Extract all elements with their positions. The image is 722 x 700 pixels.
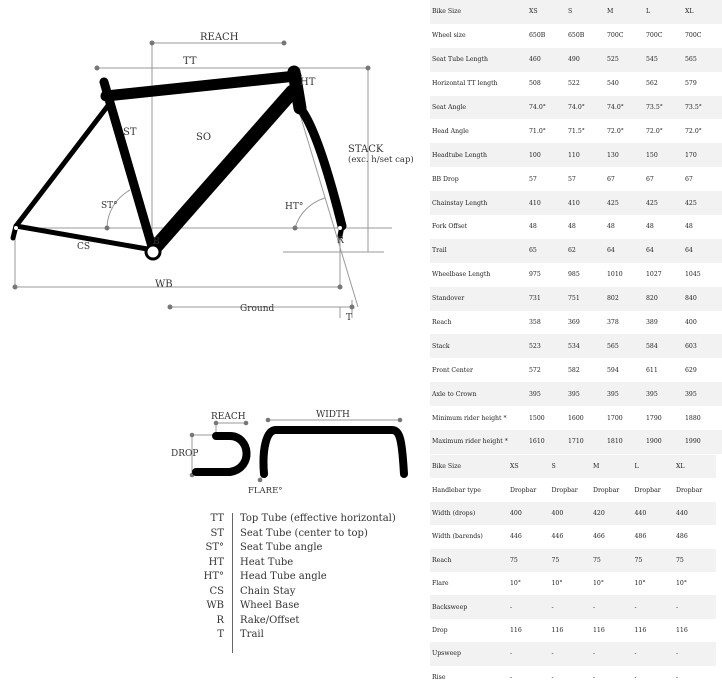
cell-value: 650B bbox=[529, 32, 546, 40]
cell-value: - bbox=[551, 673, 554, 681]
label-tt: TT bbox=[183, 56, 197, 67]
cell-value: 75 bbox=[508, 549, 550, 572]
legend-desc: Top Tube (effective horizontal) bbox=[240, 513, 396, 524]
cell-value: 130 bbox=[605, 143, 644, 167]
row-label: Width (barends) bbox=[432, 533, 483, 541]
label-rake: R bbox=[337, 236, 344, 246]
cell-value: 440 bbox=[633, 502, 675, 525]
seat-tube bbox=[104, 82, 153, 250]
cell-value: XS bbox=[527, 0, 566, 24]
row-label: Stack bbox=[430, 334, 527, 358]
geometry-row bbox=[430, 406, 722, 430]
cell-value: 100 bbox=[527, 143, 566, 167]
row-label: Bike Size bbox=[430, 0, 527, 24]
cell-value: 64 bbox=[683, 239, 722, 263]
cell-value: 1790 bbox=[646, 414, 662, 422]
cell-value: 62 bbox=[566, 239, 605, 263]
row-label: Headtube Length bbox=[430, 143, 527, 167]
cell-value: 67 bbox=[646, 175, 654, 183]
cell-value: Dropbar bbox=[676, 486, 703, 494]
cell-value: M bbox=[605, 0, 644, 24]
row-label: BB Drop bbox=[432, 175, 459, 183]
cell-value: 534 bbox=[566, 334, 605, 358]
cell-value: L bbox=[644, 0, 683, 24]
cell-value: 48 bbox=[646, 223, 654, 231]
legend-abbr: ST° bbox=[205, 542, 224, 553]
cell-value: 395 bbox=[605, 382, 644, 406]
legend-item bbox=[190, 571, 390, 585]
row-label: Seat Tube Length bbox=[430, 48, 527, 72]
cell-value: - bbox=[550, 595, 592, 618]
cell-value: - bbox=[674, 642, 716, 665]
cell-value: 74.0° bbox=[527, 96, 566, 120]
handlebar-row bbox=[430, 502, 716, 525]
cell-value: 425 bbox=[644, 191, 683, 215]
row-label: Seat Angle bbox=[430, 96, 527, 120]
label-ground: Ground bbox=[240, 304, 275, 314]
cell-value: 67 bbox=[607, 175, 615, 183]
row-label: Wheel size bbox=[432, 32, 466, 40]
geometry-row bbox=[430, 311, 722, 335]
legend-item bbox=[190, 557, 390, 571]
label-hb-flare: FLARE° bbox=[248, 486, 283, 496]
label-bb: B bbox=[153, 237, 160, 247]
cell-value: 75 bbox=[674, 549, 716, 572]
legend-item bbox=[190, 615, 390, 629]
geometry-row bbox=[430, 334, 722, 358]
row-label: Rise bbox=[432, 673, 446, 681]
cell-value: 65 bbox=[527, 239, 566, 263]
legend-desc: Wheel Base bbox=[240, 600, 300, 611]
cell-value: S bbox=[566, 0, 605, 24]
cell-value: 10° bbox=[510, 580, 521, 588]
geometry-row bbox=[430, 263, 722, 287]
label-cs: CS bbox=[77, 242, 91, 252]
geometry-row bbox=[430, 382, 722, 406]
row-label: Head Angle bbox=[432, 127, 469, 135]
cell-value: 802 bbox=[605, 287, 644, 311]
handlebar-row bbox=[430, 666, 716, 689]
cell-value: 565 bbox=[683, 48, 722, 72]
handlebar-row-header bbox=[430, 455, 716, 478]
cell-value: 1027 bbox=[646, 271, 662, 279]
cell-value: 565 bbox=[605, 334, 644, 358]
row-label: Fork Offset bbox=[432, 223, 468, 231]
dimension-dots bbox=[13, 41, 371, 310]
cell-value: 1600 bbox=[568, 414, 584, 422]
label-stack-note: (exc. h/set cap) bbox=[348, 155, 414, 165]
cell-value: 395 bbox=[527, 382, 566, 406]
cell-value: 486 bbox=[634, 533, 647, 541]
row-label: Bike Size bbox=[430, 455, 508, 478]
handlebar-row bbox=[430, 572, 716, 595]
legend-item bbox=[190, 629, 390, 643]
cell-value: Dropbar bbox=[634, 486, 661, 494]
cell-value: 410 bbox=[527, 191, 566, 215]
geometry-table bbox=[430, 0, 722, 454]
cell-value: 10° bbox=[593, 580, 604, 588]
geometry-row bbox=[430, 96, 722, 120]
cell-value: 446 bbox=[510, 533, 522, 541]
cell-value: 10° bbox=[676, 580, 687, 588]
geometry-row bbox=[430, 143, 722, 167]
legend-item bbox=[190, 513, 396, 527]
legend-desc: Head Tube angle bbox=[240, 571, 327, 582]
geometry-row bbox=[430, 430, 722, 454]
cell-value: 150 bbox=[644, 143, 683, 167]
cell-value: 64 bbox=[644, 239, 683, 263]
cell-value: 73.5° bbox=[683, 96, 722, 120]
cell-value: 395 bbox=[683, 382, 722, 406]
cell-value: Dropbar bbox=[593, 486, 620, 494]
geometry-row-header bbox=[430, 0, 722, 24]
cell-value: 116 bbox=[634, 626, 647, 634]
label-st-angle: ST° bbox=[101, 201, 118, 211]
geometry-row bbox=[430, 239, 722, 263]
cell-value: 629 bbox=[685, 366, 697, 374]
cell-value: 523 bbox=[527, 334, 566, 358]
cell-value: 700C bbox=[685, 32, 702, 40]
legend-abbr: WB bbox=[206, 600, 224, 611]
cell-value: 425 bbox=[683, 191, 722, 215]
cell-value: - bbox=[593, 673, 596, 681]
legend-abbr: HT° bbox=[203, 571, 224, 582]
handlebar-side-diagram bbox=[171, 412, 248, 477]
legend-item bbox=[190, 586, 390, 600]
legend-desc: Seat Tube angle bbox=[240, 542, 323, 553]
row-label: Width (drops) bbox=[430, 502, 508, 525]
legend-abbr: R bbox=[216, 614, 224, 626]
row-label: Reach bbox=[432, 319, 452, 327]
cell-value: 75 bbox=[633, 549, 675, 572]
cell-value: 460 bbox=[527, 48, 566, 72]
legend-desc: Heat Tube bbox=[240, 556, 294, 568]
legend-abbr: CS bbox=[209, 585, 224, 597]
cell-value: XS bbox=[508, 455, 550, 478]
label-so: SO bbox=[196, 132, 212, 143]
cell-value: 400 bbox=[508, 502, 550, 525]
label-hb-width: WIDTH bbox=[316, 410, 350, 420]
cell-value: 425 bbox=[605, 191, 644, 215]
label-stack: STACK bbox=[348, 144, 384, 155]
cell-value: 72.0° bbox=[646, 127, 663, 135]
cell-value: 71.0° bbox=[529, 127, 546, 135]
cell-value: 395 bbox=[566, 382, 605, 406]
cell-value: 57 bbox=[529, 175, 537, 183]
cell-value: XL bbox=[674, 455, 716, 478]
label-reach: REACH bbox=[200, 32, 239, 43]
cell-value: 700C bbox=[607, 32, 624, 40]
cell-value: 48 bbox=[568, 223, 576, 231]
cell-value: - bbox=[591, 595, 633, 618]
cell-value: 358 bbox=[529, 319, 541, 327]
cell-value: 170 bbox=[683, 143, 722, 167]
row-label: Axle to Crown bbox=[430, 382, 527, 406]
cell-value: 420 bbox=[591, 502, 633, 525]
cell-value: 731 bbox=[527, 287, 566, 311]
cell-value: 579 bbox=[685, 80, 697, 88]
handlebar-row bbox=[430, 478, 716, 501]
cell-value: 57 bbox=[568, 175, 576, 183]
handlebar-row bbox=[430, 549, 716, 572]
geometry-row bbox=[430, 24, 722, 48]
cell-value: 48 bbox=[529, 223, 537, 231]
cell-value: 75 bbox=[591, 549, 633, 572]
handlebar-row bbox=[430, 595, 716, 618]
cell-value: 490 bbox=[566, 48, 605, 72]
cell-value: 116 bbox=[510, 626, 522, 634]
cell-value: 64 bbox=[605, 239, 644, 263]
cell-value: - bbox=[508, 642, 550, 665]
legend-abbr: TT bbox=[210, 513, 224, 524]
bottom-bracket bbox=[146, 245, 160, 259]
cell-value: 1700 bbox=[607, 414, 623, 422]
cell-value: 410 bbox=[566, 191, 605, 215]
row-label: Chainstay Length bbox=[430, 191, 527, 215]
cell-value: 74.0° bbox=[566, 96, 605, 120]
cell-value: - bbox=[674, 595, 716, 618]
geometry-row bbox=[430, 72, 722, 96]
cell-value: 73.5° bbox=[644, 96, 683, 120]
cell-value: Dropbar bbox=[510, 486, 537, 494]
legend-abbr: T bbox=[217, 629, 224, 640]
cell-value: 545 bbox=[644, 48, 683, 72]
cell-value: 67 bbox=[685, 175, 693, 183]
row-label: Backsweep bbox=[430, 595, 508, 618]
top-tube bbox=[106, 76, 296, 96]
legend-abbr: HT bbox=[208, 556, 224, 568]
handlebar-front-diagram bbox=[248, 410, 404, 496]
abbreviation-legend bbox=[190, 513, 396, 653]
bike-frame bbox=[13, 72, 342, 250]
cell-value: L bbox=[633, 455, 675, 478]
cell-value: 446 bbox=[551, 533, 564, 541]
row-label: Reach bbox=[430, 549, 508, 572]
cell-value: 440 bbox=[674, 502, 716, 525]
cell-value: - bbox=[591, 642, 633, 665]
legend-desc: Trail bbox=[240, 629, 264, 640]
row-label: Trail bbox=[430, 239, 527, 263]
cell-value: 1990 bbox=[683, 430, 722, 454]
geometry-row bbox=[430, 48, 722, 72]
geometry-row bbox=[430, 167, 722, 191]
cell-value: 71.5° bbox=[568, 127, 585, 135]
cell-value: 582 bbox=[568, 366, 580, 374]
cell-value: 584 bbox=[644, 334, 683, 358]
cell-value: - bbox=[676, 673, 679, 681]
row-label: Minimum rider height * bbox=[432, 414, 507, 422]
cell-value: 116 bbox=[551, 626, 564, 634]
cell-value: 820 bbox=[644, 287, 683, 311]
cell-value: 400 bbox=[685, 319, 697, 327]
cell-value: 1010 bbox=[607, 271, 623, 279]
seat-stay bbox=[16, 103, 110, 226]
legend-item bbox=[190, 528, 390, 542]
cell-value: 700C bbox=[646, 32, 663, 40]
row-label: Maximum rider height * bbox=[430, 430, 527, 454]
cell-value: 116 bbox=[676, 626, 688, 634]
cell-value: 1900 bbox=[644, 430, 683, 454]
cell-value: 650B bbox=[568, 32, 585, 40]
geometry-row bbox=[430, 215, 722, 239]
cell-value: - bbox=[508, 595, 550, 618]
cell-value: 1500 bbox=[529, 414, 545, 422]
cell-value: S bbox=[550, 455, 592, 478]
cell-value: XL bbox=[683, 0, 722, 24]
handlebar-row bbox=[430, 525, 716, 548]
cell-value: 1045 bbox=[685, 271, 701, 279]
row-label: Front Center bbox=[432, 366, 473, 374]
cell-value: 562 bbox=[646, 80, 658, 88]
cell-value: 1880 bbox=[685, 414, 701, 422]
row-label: Handlebar type bbox=[432, 486, 481, 494]
row-label: Wheelbase Length bbox=[432, 271, 491, 279]
handlebar-row bbox=[430, 642, 716, 665]
legend-abbr: ST bbox=[210, 527, 224, 539]
cell-value: 400 bbox=[550, 502, 592, 525]
cell-value: 72.0° bbox=[607, 127, 624, 135]
cell-value: - bbox=[633, 642, 675, 665]
row-label: Horizontal TT length bbox=[432, 80, 498, 88]
cell-value: 486 bbox=[676, 533, 688, 541]
cell-value: - bbox=[633, 595, 675, 618]
label-hb-drop: DROP bbox=[171, 449, 199, 459]
geometry-row bbox=[430, 119, 722, 143]
legend-desc: Chain Stay bbox=[240, 585, 296, 597]
cell-value: - bbox=[634, 673, 637, 681]
cell-value: 395 bbox=[644, 382, 683, 406]
cell-value: 603 bbox=[683, 334, 722, 358]
legend-desc: Rake/Offset bbox=[240, 614, 300, 626]
cell-value: 611 bbox=[646, 366, 658, 374]
cell-value: 508 bbox=[529, 80, 541, 88]
cell-value: 74.0° bbox=[605, 96, 644, 120]
cell-value: 72.0° bbox=[685, 127, 702, 135]
label-ht-angle: HT° bbox=[285, 202, 304, 212]
legend-item bbox=[190, 542, 390, 556]
cell-value: 116 bbox=[593, 626, 605, 634]
label-ht: HT bbox=[300, 77, 316, 88]
cell-value: 466 bbox=[593, 533, 605, 541]
cell-value: 525 bbox=[605, 48, 644, 72]
row-label: Standover bbox=[430, 287, 527, 311]
row-label: Upsweep bbox=[430, 642, 508, 665]
cell-value: 522 bbox=[568, 80, 580, 88]
cell-value: 110 bbox=[566, 143, 605, 167]
cell-value: 48 bbox=[607, 223, 615, 231]
cell-value: 1610 bbox=[527, 430, 566, 454]
cell-value: Dropbar bbox=[551, 486, 578, 494]
cell-value: 369 bbox=[568, 319, 580, 327]
cell-value: 540 bbox=[607, 80, 619, 88]
cell-value: 378 bbox=[607, 319, 619, 327]
label-st: ST bbox=[123, 127, 137, 138]
cell-value: 389 bbox=[646, 319, 658, 327]
cell-value: 751 bbox=[566, 287, 605, 311]
row-label: Drop bbox=[432, 626, 448, 634]
geometry-row bbox=[430, 287, 722, 311]
cell-value: 975 bbox=[529, 271, 541, 279]
cell-value: 10° bbox=[551, 580, 563, 588]
handlebar-table bbox=[430, 455, 716, 689]
geometry-row bbox=[430, 191, 722, 215]
cell-value: 572 bbox=[529, 366, 541, 374]
cell-value: 10° bbox=[634, 580, 646, 588]
label-hb-reach: REACH bbox=[211, 412, 246, 422]
geometry-row bbox=[430, 358, 722, 382]
cell-value: M bbox=[591, 455, 633, 478]
down-tube bbox=[153, 92, 292, 250]
handlebar-row bbox=[430, 619, 716, 642]
cell-value: 985 bbox=[568, 271, 580, 279]
cell-value: - bbox=[550, 642, 592, 665]
cell-value: 1810 bbox=[605, 430, 644, 454]
label-trail: T bbox=[346, 313, 353, 323]
legend-desc: Seat Tube (center to top) bbox=[240, 527, 368, 539]
legend-item bbox=[190, 600, 390, 614]
cell-value: 75 bbox=[550, 549, 592, 572]
cell-value: 1710 bbox=[566, 430, 605, 454]
label-wb: WB bbox=[155, 279, 173, 290]
cell-value: 48 bbox=[685, 223, 693, 231]
cell-value: 840 bbox=[683, 287, 722, 311]
row-label: Flare bbox=[432, 580, 449, 588]
cell-value: 594 bbox=[607, 366, 619, 374]
cell-value: - bbox=[510, 673, 513, 681]
